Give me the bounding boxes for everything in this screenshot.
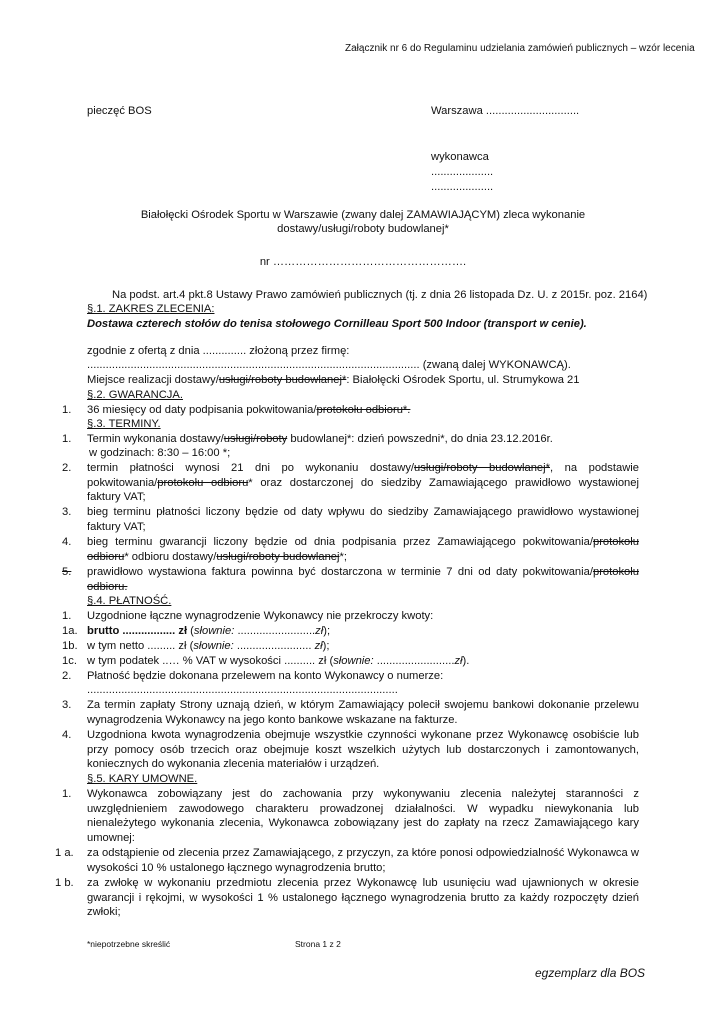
s1-heading: §.1. ZAKRES ZLECENIA: [87, 303, 215, 315]
stamp-label: pieczęć BOS [87, 105, 152, 117]
copy-label: egzemplarz dla BOS [535, 966, 646, 980]
s4-item-3: Za termin zapłaty Strony uznają dzień, w którym Zamawiający polecił swojemu bankowi dokonanie przelewu wynagrodzenia Wykonawcy na jego konto bankowe wskazane na fakturze. [87, 699, 639, 726]
city-date: Warszawa .............................. [431, 105, 580, 117]
s4-num-1b: 1b. [62, 640, 78, 652]
s5-num-1a: 1 a. [55, 847, 74, 859]
s4-item-1c: w tym podatek ..… % VAT w wysokości .......... zł (słownie: .........................zł). [87, 655, 470, 667]
s4-item-1: Uzgodnione łączne wynagrodzenie Wykonawcy nie przekroczy kwoty: [87, 610, 434, 622]
intro-line-1: Białołęcki Ośrodek Sportu w Warszawie (zwany dalej ZAMAWIAJĄCYM) zleca wykonanie [140, 209, 586, 221]
s1-subject: Dostawa czterech stołów do tenisa stołowego Cornilleau Sport 500 Indoor (transport w cenie). [87, 318, 587, 330]
s3-num-5: 5. [62, 566, 72, 578]
s3-num-1: 1. [62, 433, 72, 445]
s4-num-1c: 1c. [62, 655, 77, 667]
contractor-line-2: .................... [431, 181, 494, 193]
s3-num-2: 2. [62, 462, 72, 474]
s4-num-2: 2. [62, 670, 72, 682]
s1-offer-line: zgodnie z ofertą z dnia .............. złożoną przez firmę: [87, 345, 350, 357]
s2-heading: §.2. GWARANCJA. [87, 389, 183, 401]
s4-item-1b: w tym netto ......... zł (słownie: ........................ zł); [87, 640, 330, 652]
s5-item-1b: za zwłokę w wykonaniu przedmiotu zlecenia przez Wykonawcę lub usunięciu wad ujawnionych w okresie gwarancji i rękojmi, w wysokości 1 % ustalonego łącznego wynagrodzenia brutto za każdy rozpoczęty dzień zwłoki; [87, 877, 639, 919]
s3-item-2: termin płatności wynosi 21 dni po wykonaniu dostawy/usługi/roboty budowlanej*, na podstawie pokwitowania/protokołu odbioru* oraz dostarczonej do siedziby Zamawiającego prawidłowo wystawionej faktury VAT; [87, 462, 639, 504]
s1-firm-line: ........................................................................................................... (zwaną dalej WYKONAWCĄ). [87, 359, 571, 371]
s4-heading: §.4. PŁATNOŚĆ. [87, 595, 172, 607]
s2-num-1: 1. [62, 404, 72, 416]
s3-item-1: Termin wykonania dostawy/usługi/roboty budowlanej*: dzień powszedni*, do dnia 23.12.2016r. [87, 433, 553, 445]
legal-basis: Na podst. art.4 pkt.8 Ustawy Prawo zamówień publicznych (tj. z dnia 26 listopada Dz. U. z 2015r. poz. 2164) [112, 289, 648, 301]
s1-place: Miejsce realizacji dostawy/usługi/roboty budowlanej*: Białołęcki Ośrodek Sportu, ul. Strumykowa 21 [87, 374, 580, 386]
s3-num-4: 4. [62, 536, 72, 548]
s4-item-4: Uzgodniona kwota wynagrodzenia obejmuje wszystkie czynności wykonane przez Wykonawcę osobiście lub przy pomocy osób trzecich oraz obejmuje koszt wszelkich użytych lub dostarczonych i zamontowanych, koniecznych do wykonania zlecenia materiałów i urządzeń. [87, 729, 639, 771]
s3-item-4: bieg terminu gwarancji liczony będzie od dnia podpisania przez Zamawiającego pokwitowania/protokołu odbioru* odbioru dostawy/usługi/roboty budowlanej*; [87, 536, 639, 563]
s4-num-4: 4. [62, 729, 72, 741]
page-number: Strona 1 z 2 [295, 939, 341, 949]
s3-item-5: prawidłowo wystawiona faktura powinna być dostarczona w terminie 7 dni od daty pokwitowania/protokołu odbioru. [87, 566, 639, 593]
s5-item-1a: za odstąpienie od zlecenia przez Zamawiającego, z przyczyn, za które ponosi odpowiedzialność Wykonawca w wysokości 10 % ustalonego łącznego wynagrodzenia brutto; [87, 847, 639, 874]
s5-num-1: 1. [62, 788, 72, 800]
s4-num-1: 1. [62, 610, 72, 622]
s5-heading: §.5. KARY UMOWNE. [87, 773, 198, 785]
footnote: *niepotrzebne skreślić [87, 939, 171, 949]
s3-item-3: bieg terminu płatności liczony będzie od daty wpływu do siedziby Zamawiającego prawidłowo wystawionej faktury VAT; [87, 506, 639, 533]
s4-num-1a: 1a. [62, 625, 78, 637]
s4-item-2-account: .................................................................................................... [87, 684, 398, 696]
order-number: nr ……………………………………………. [259, 256, 467, 268]
s2-item-1: 36 miesięcy od daty podpisania pokwitowania/protokołu odbioru*. [87, 404, 411, 416]
s5-num-1b: 1 b. [55, 877, 74, 889]
s4-item-1a: brutto ................. zł (słownie: .........................zł); [87, 625, 331, 637]
s4-num-3: 3. [62, 699, 72, 711]
s3-num-3: 3. [62, 506, 72, 518]
s3-item-1-hours: w godzinach: 8:30 – 16:00 *; [89, 447, 231, 459]
s4-item-2: Płatność będzie dokonana przelewem na konto Wykonawcy o numerze: [87, 670, 444, 682]
contractor-label: wykonawca [431, 151, 489, 163]
s5-item-1: Wykonawca zobowiązany jest do zachowania przy wykonywaniu zlecenia należytej staranności z uwzględnieniem zawodowego charakteru prowadzonej działalności. W wypadku niewykonania lub nienależytego wykonania zlecenia, Wykonawca zobowiązany jest do zapłaty na rzecz Zamawiającego kary umownej: [87, 788, 639, 844]
contractor-line-1: .................... [431, 166, 494, 178]
s3-heading: §.3. TERMINY. [87, 418, 161, 430]
attachment-note: Załącznik nr 6 do Regulaminu udzielania zamówień publicznych – wzór lecenia [345, 43, 695, 54]
intro-line-2: dostawy/usługi/roboty budowlanej* [277, 223, 449, 235]
